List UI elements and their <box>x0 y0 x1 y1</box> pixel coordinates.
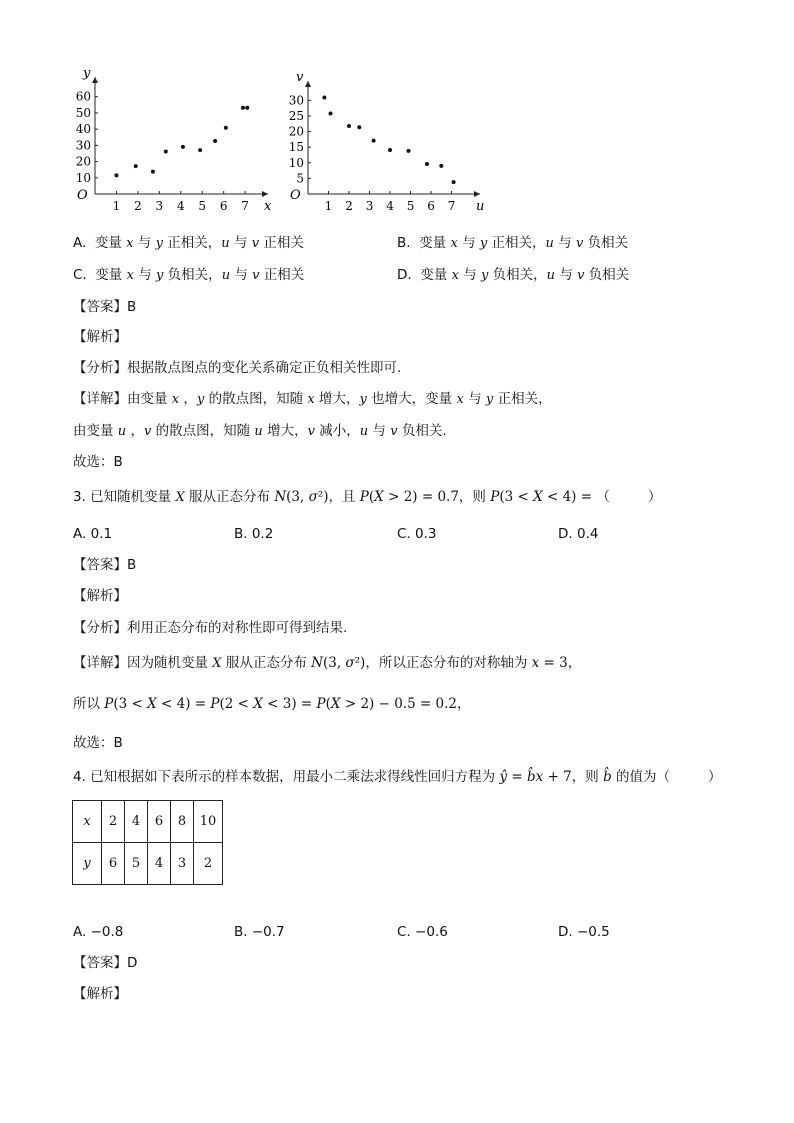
q4-option-c: C. −0.6 <box>397 924 448 940</box>
answer-tag: 【答案】 <box>73 299 127 315</box>
x-axis-arrow <box>474 191 480 197</box>
table-row-x <box>73 801 223 843</box>
data-point <box>439 164 443 168</box>
x-tick-label: 2 <box>134 199 142 213</box>
data-point <box>452 180 456 184</box>
fenxi-text: 根据散点图点的变化关系确定正负相关性即可. <box>127 360 402 376</box>
y-axis-arrow <box>305 81 311 87</box>
table-cell: 2 <box>194 843 223 885</box>
q2-conclusion: 故选：B <box>73 454 123 470</box>
y-tick-label: 40 <box>75 122 91 137</box>
q4-analysis-tag: 【解析】 <box>73 986 127 1002</box>
data-point <box>347 124 351 128</box>
y-tick-label: 5 <box>296 171 304 186</box>
data-point <box>241 106 245 110</box>
x-tick-label: 7 <box>241 199 249 213</box>
q2-analysis-tag: 【解析】 <box>73 329 127 345</box>
q2-option-a: A. 变量 x 与 y 正相关，u 与 v 正相关 <box>73 235 304 251</box>
q4-sample-table <box>72 800 223 885</box>
q3-option-d: D. 0.4 <box>558 526 599 542</box>
answer-tag: 【答案】 <box>73 557 127 573</box>
y-tick-label: 10 <box>75 170 91 185</box>
y-tick-label: 25 <box>288 108 304 123</box>
q3-xiangjie-2: 所以 P(3 < X < 4) = P(2 < X < 3) = P(X > 2) − 0.5 = 0.2， <box>73 696 471 712</box>
y-tick-label: 20 <box>288 124 304 139</box>
origin-label: O <box>290 188 301 203</box>
x-tick-label: 1 <box>324 199 333 213</box>
data-point <box>114 173 118 177</box>
q3-xiangjie-1: 【详解】因为随机变量 X 服从正态分布 N(3, σ²)，所以正态分布的对称轴为 x = 3， <box>73 655 582 671</box>
table-cell: 3 <box>171 843 194 885</box>
x-axis-label: u <box>476 199 485 214</box>
table-cell: 6 <box>148 801 171 843</box>
data-point <box>322 96 326 100</box>
answer-tag: 【答案】 <box>73 955 127 971</box>
y-tick-label: 20 <box>75 154 91 169</box>
q4-answer <box>73 953 137 973</box>
table-cell: 2 <box>102 801 125 843</box>
origin-label: O <box>77 188 88 203</box>
x-tick-label: 7 <box>447 199 456 213</box>
table-cell: 10 <box>194 801 223 843</box>
x-tick-label: 6 <box>427 199 435 213</box>
x-tick-label: 3 <box>155 199 164 213</box>
fenxi-text: 利用正态分布的对称性即可得到结果. <box>127 620 348 636</box>
table-cell: 8 <box>171 801 194 843</box>
y-axis-label: y <box>83 66 91 81</box>
fenxi-tag: 【分析】 <box>73 620 127 636</box>
x-tick-label: 6 <box>219 199 228 213</box>
q3-option-a: A. 0.1 <box>73 526 113 542</box>
x-tick-label: 4 <box>386 199 394 213</box>
table-cell: 6 <box>102 843 125 885</box>
table-cell: y <box>73 843 102 885</box>
answer-value: B <box>127 557 137 573</box>
xiangjie-tag: 【详解】 <box>73 391 127 407</box>
q4-stem: 4. 已知根据如下表所示的样本数据，用最小二乘法求得线性回归方程为 ŷ = b̂x + 7，则 b̂ 的值为（ ） <box>73 769 722 785</box>
data-point <box>134 164 138 168</box>
x-tick-label: 2 <box>345 199 353 213</box>
q4-option-d: D. −0.5 <box>558 924 610 940</box>
data-point <box>357 125 361 129</box>
data-point <box>198 148 202 152</box>
q3-fenxi <box>73 618 347 638</box>
answer-value: D <box>127 955 138 971</box>
q2-xiangjie-1: 【详解】由变量 x ，y 的散点图，知随 x 增大，y 也增大，变量 x 与 y 正相关， <box>73 391 552 407</box>
table-cell: 5 <box>125 843 148 885</box>
y-tick-label: 30 <box>75 138 91 153</box>
y-tick-label: 15 <box>288 140 304 155</box>
q4-option-a: A. −0.8 <box>73 924 124 940</box>
data-point <box>224 126 228 130</box>
y-tick-label: 30 <box>288 93 304 108</box>
y-axis-arrow <box>92 77 98 83</box>
fenxi-tag: 【分析】 <box>73 360 127 376</box>
q3-option-c: C. 0.3 <box>397 526 437 542</box>
q3-conclusion: 故选：B <box>73 735 123 751</box>
xiangjie-tag: 【详解】 <box>73 655 127 671</box>
x-tick-label: 1 <box>112 199 121 213</box>
table-cell: 4 <box>125 801 148 843</box>
data-point <box>388 148 392 152</box>
q3-option-b: B. 0.2 <box>234 526 274 542</box>
data-point <box>151 170 155 174</box>
data-point <box>372 139 376 143</box>
data-point <box>425 162 429 166</box>
scatter-plot-xy <box>68 66 272 218</box>
q3-answer <box>73 555 136 575</box>
x-axis-arrow <box>262 191 268 197</box>
answer-value: B <box>127 299 137 315</box>
x-tick-label: 3 <box>365 199 374 213</box>
q2-option-d: D. 变量 x 与 y 负相关，u 与 v 负相关 <box>397 267 630 283</box>
y-axis-label: v <box>296 70 304 85</box>
q4-option-b: B. −0.7 <box>234 924 285 940</box>
q2-option-c: C. 变量 x 与 y 负相关，u 与 v 正相关 <box>73 267 305 283</box>
scatter-plot-uv <box>282 68 485 218</box>
x-tick-label: 5 <box>406 199 415 213</box>
data-point <box>329 111 333 115</box>
q2-fenxi <box>73 358 401 378</box>
q3-analysis-tag: 【解析】 <box>73 588 127 604</box>
data-point <box>406 149 410 153</box>
q2-xiangjie-2: 由变量 u ，v 的散点图，知随 u 增大，v 减小，u 与 v 负相关. <box>73 423 447 439</box>
data-point <box>181 145 185 149</box>
data-point <box>213 139 217 143</box>
table-row-y <box>73 843 223 885</box>
data-point <box>245 106 249 110</box>
table-cell: 4 <box>148 843 171 885</box>
table-cell: x <box>73 801 102 843</box>
data-point <box>164 150 168 154</box>
x-axis-label: x <box>264 199 272 214</box>
x-tick-label: 5 <box>198 199 207 213</box>
y-tick-label: 60 <box>75 89 91 104</box>
x-tick-label: 4 <box>176 199 185 213</box>
y-tick-label: 50 <box>75 105 91 120</box>
y-tick-label: 10 <box>288 155 304 170</box>
q2-answer <box>73 297 136 317</box>
q2-option-b: B. 变量 x 与 y 正相关，u 与 v 负相关 <box>397 235 629 251</box>
q3-stem: 3. 已知随机变量 X 服从正态分布 N(3, σ²)，且 P(X > 2) = 0.7，则 P(3 < X < 4) = （ ） <box>73 489 662 505</box>
